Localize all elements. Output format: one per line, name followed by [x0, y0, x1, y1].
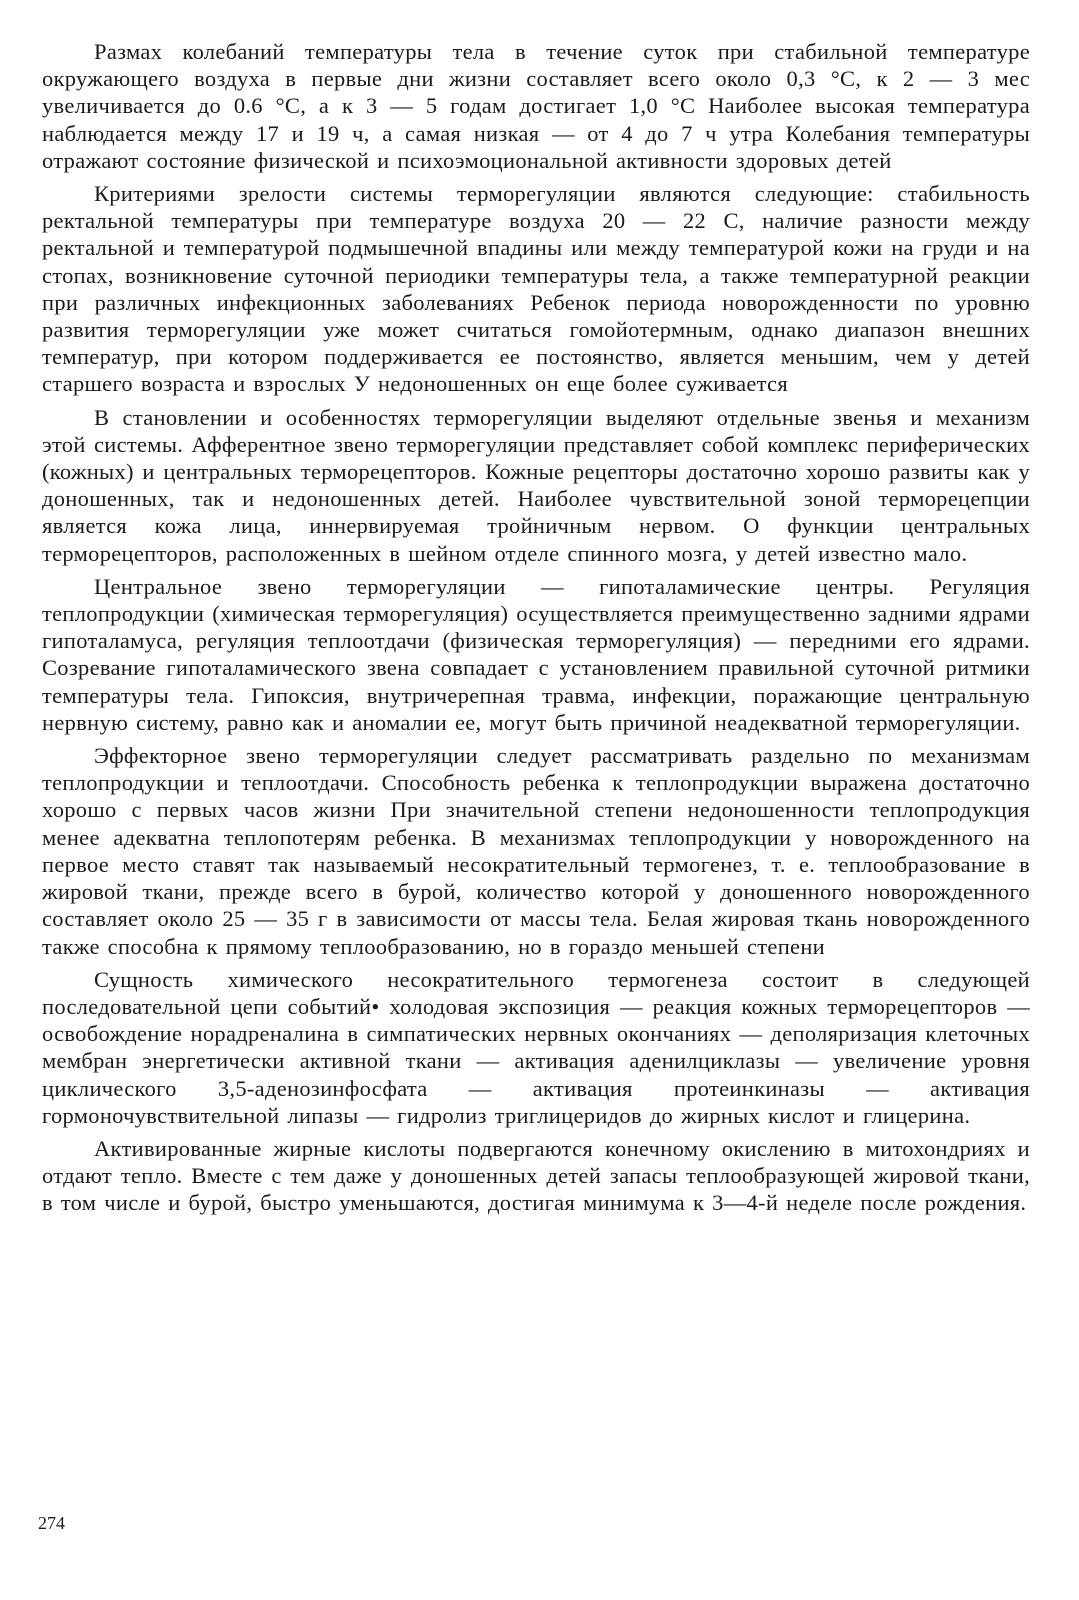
paragraph-effector-link: Эффекторное звено терморегуляции следует рассматривать раздельно по механизмам теплопродукции и теплоотдачи. Способность ребенка к теплопродукции выражена достаточно хорошо с первых часов жизни При значительной степени недоношенности теплопродукция менее адекватна теплопотерям ребенка. В механизмах теплопродукции у новорожденного на первое место ставят так называемый несократительный термогенез, т. е. теплообразование в жировой ткани, прежде всего в бурой, количество которой у доношенного новорожденного составляет около 25 — 35 г в зависимости от массы тела. Белая жировая ткань новорожденного также способна к прямому теплообразованию, но в гораздо меньшей степени	[42, 743, 1030, 959]
paragraph-afferent-link: В становлении и особенностях терморегуляции выделяют отдельные звенья и механизм этой системы. Афферентное звено терморегуляции представляет собой комплекс периферических (кожных) и центральных терморецепторов. Кожные рецепторы достаточно хорошо развиты как у доношенных, так и недоношенных детей. Наиболее чувствительной зоной терморецепции является кожа лица, иннервируемая тройничным нервом. О функции центральных терморецепторов, расположенных в шейном отделе спинного мозга, у детей известно мало.	[42, 404, 1030, 566]
page-body	[42, 38, 1030, 1223]
paragraph-temperature-fluctuation: Размах колебаний температуры тела в течение суток при стабильной температуре окружающего воздуха в первые дни жизни составляет всего около 0,3 °C, к 2 — 3 мес увеличивается до 0.6 °C, а к 3 — 5 годам достигает 1,0 °C Наиболее высокая температура наблюдается между 17 и 19 ч, а самая низкая — от 4 до 7 ч утра Колебания температуры отражают состояние физической и психоэмоциональной активности здоровых детей	[42, 39, 1030, 173]
paragraph-central-link: Центральное звено терморегуляции — гипоталамические центры. Регуляция теплопродукции (химическая терморегуляция) осуществляется преимущественно задними ядрами гипоталамуса, регуляция теплоотдачи (физическая терморегуляция) — передними его ядрами. Созревание гипоталамического звена совпадает с установлением правильной суточной ритмики температуры тела. Гипоксия, внутричерепная травма, инфекции, поражающие центральную нервную систему, равно как и аномалии ее, могут быть причиной неадекватной терморегуляции.	[42, 573, 1030, 735]
paragraph-maturity-criteria: Критериями зрелости системы терморегуляции являются следующие: стабильность ректальной температуры при температуре воздуха 20 — 22 С, наличие разности между ректальной и температурой подмышечной впадины или между температурой кожи на груди и на стопах, возникновение суточной периодики температуры тела, а также температурной реакции при различных инфекционных заболеваниях Ребенок периода новорожденности по уровню развития терморегуляции уже может считаться гомойотермным, однако диапазон внешних температур, при котором поддерживается ее постоянство, является меньшим, чем у детей старшего возраста и взрослых У недоношенных он еще более суживается	[42, 181, 1030, 397]
paragraph-thermogenesis-chain: Сущность химического несократительного термогенеза состоит в следующей последовательной цепи событий• холодовая экспозиция — реакция кожных терморецепторов — освобождение норадреналина в симпатических нервных окончаниях — деполяризация клеточных мембран энергетически активной ткани — активация аденилциклазы — увеличение уровня циклического 3,5-аденозинфосфата — активация протеинкиназы — активация гормоночувствительной липазы — гидролиз триглицеридов до жирных кислот и глицерина.	[42, 966, 1030, 1128]
paragraph-fatty-acids: Активированные жирные кислоты подвергаются конечному окислению в митохондриях и отдают тепло. Вместе с тем даже у доношенных детей запасы теплообразующей жировой ткани, в том числе и бурой, быстро уменьшаются, достигая минимума к 3—4-й неделе после рождения.	[42, 1135, 1030, 1216]
page-number: 274	[38, 1513, 65, 1533]
